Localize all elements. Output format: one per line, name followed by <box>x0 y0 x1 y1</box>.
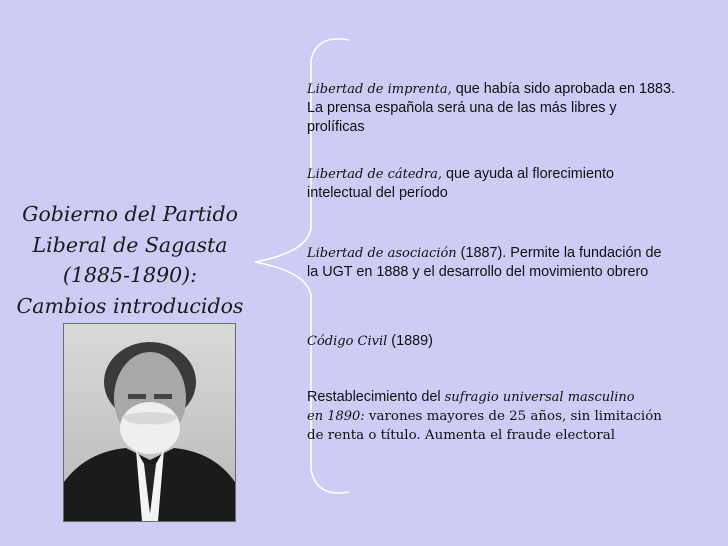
term-libertad-catedra: Libertad de cátedra, <box>307 167 442 182</box>
item-libertad-imprenta: Libertad de imprenta, que había sido aprobada en 1883. La prensa española será una de las más libres y prolíficas <box>307 81 676 135</box>
item-libertad-catedra: Libertad de cátedra, que ayuda al florecimiento intelectual del período <box>307 166 614 201</box>
title-line-1: Gobierno del Partido <box>22 202 238 226</box>
term-sufragio-universal: sufragio universal masculino <box>444 390 635 405</box>
item-codigo-civil: Código Civil (1889) <box>307 333 433 349</box>
item-sufragio-universal: Restablecimiento del sufragio universal masculino en 1890: varones mayores de 25 años, sin limitación de renta o título. Aumenta el fraude electoral <box>307 389 662 443</box>
portrait-illustration <box>64 324 235 521</box>
title-line-3: (1885-1890): <box>62 263 198 287</box>
title-line-2: Liberal de Sagasta <box>32 232 228 257</box>
title-line-4: Cambios introducidos <box>16 293 244 318</box>
slide-title <box>14 199 246 321</box>
term-libertad-asociacion: Libertad de asociación <box>307 246 457 261</box>
term-libertad-imprenta: Libertad de imprenta, <box>307 82 452 97</box>
term-codigo-civil: Código Civil <box>307 334 388 349</box>
item-libertad-asociacion: Libertad de asociación (1887). Permite la fundación de la UGT en 1888 y el desarrollo del movimiento obrero <box>307 245 662 280</box>
sagasta-portrait <box>63 323 236 522</box>
